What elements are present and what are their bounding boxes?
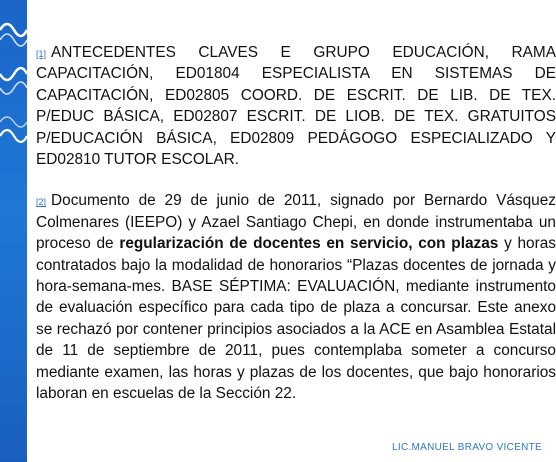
footnote-2-marker[interactable]: [2] bbox=[36, 197, 47, 208]
footnote-2-text-bold: regularización de docentes en servicio, con plazas bbox=[119, 235, 499, 253]
footnote-2 bbox=[36, 190, 556, 404]
decorative-wave-bar bbox=[0, 0, 27, 462]
footnote-2-text-before: Documento de 29 de junio de 2011, signado por Bernardo Vásquez Colmenares (IEEPO) y Azael Santiago Chepi, en donde instrumentaba un proceso de bbox=[36, 192, 556, 253]
wave-decoration bbox=[0, 114, 27, 154]
wave-decoration bbox=[0, 62, 27, 102]
footnote-1 bbox=[36, 42, 556, 170]
wave-decoration bbox=[0, 10, 27, 50]
footnote-1-marker[interactable]: [1] bbox=[36, 49, 47, 59]
footnote-2-text-after: y horas contratados bajo la modalidad de honorarios “Plazas docentes de jornada y hora-semana-mes. BASE SÉPTIMA: EVALUACIÓN, mediante instrumento de evaluación específico para cada tipo de plaza a concursar. Este anexo se rechazó por contener principios asociados a la ACE en Asamblea Estatal de 11 de septiembre de 2011, pues contemplaba someter a concurso mediante examen, las horas y plazas de los docentes, que bajo honorarios laboran en escuelas de la Sección 22. bbox=[36, 235, 556, 403]
footnotes-content bbox=[36, 42, 556, 425]
author-footer: LIC.MANUEL BRAVO VICENTE bbox=[392, 442, 543, 453]
footnote-1-text: ANTECEDENTES CLAVES E GRUPO EDUCACIÓN, RAMA CAPACITACIÓN, ED01804 ESPECIALISTA EN SISTEMAS DE CAPACITACIÓN, ED02805 COORD. DE ESCRIT. DE LIB. DE TEX. P/EDUC BÁSICA, ED02807 ESCRIT. DE LIOB. DE TEX. GRATUITOS P/EDUCACIÓN BÁSICA, ED02809 PEDÁGOGO ESPECIALIZADO Y ED02810 TUTOR ESCOLAR. bbox=[36, 44, 556, 169]
